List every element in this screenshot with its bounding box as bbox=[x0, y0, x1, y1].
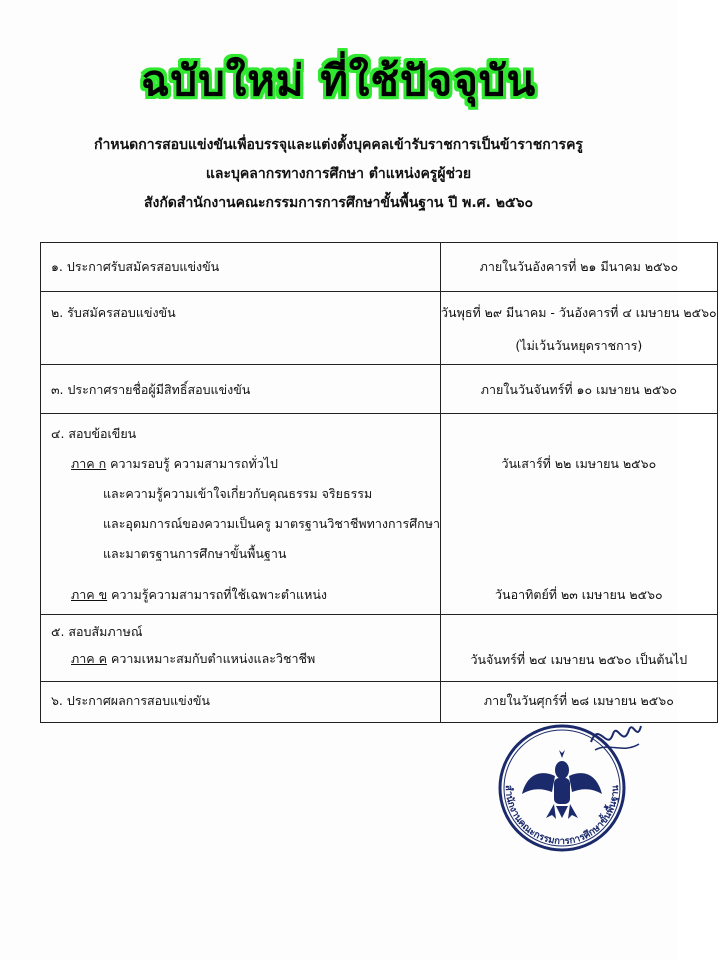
signature-icon bbox=[585, 712, 645, 762]
item-1-date: ภายในวันอังคารที่ ๒๑ มีนาคม ๒๕๖๐ bbox=[479, 259, 679, 274]
item-6-label: ๖. ประกาศผลการสอบแข่งขัน bbox=[51, 693, 210, 708]
item-2-date-note: (ไม่เว้นวันหยุดราชการ) bbox=[515, 338, 643, 353]
part-c-label: ภาค ค bbox=[71, 651, 107, 666]
part-b-label: ภาค ข bbox=[71, 587, 108, 602]
part-c-date: วันจันทร์ที่ ๒๔ เมษายน ๒๕๖๐ เป็นต้นไป bbox=[470, 652, 688, 667]
part-a-line-4: และมาตรฐานการศึกษาขั้นพื้นฐาน bbox=[103, 546, 287, 561]
seal-text: สำนักงานคณะกรรมการการศึกษาขั้นพื้นฐาน bbox=[502, 784, 622, 848]
table-row bbox=[41, 243, 718, 292]
item-3-label: ๓. ประกาศรายชื่อผู้มีสิทธิ์สอบแข่งขัน bbox=[51, 382, 251, 397]
table-row bbox=[41, 365, 718, 414]
item-6-date: ภายในวันศุกร์ที่ ๒๘ เมษายน ๒๕๖๐ bbox=[483, 693, 674, 708]
table-row bbox=[41, 615, 718, 682]
part-a-line-3: และอุดมการณ์ของความเป็นครู มาตรฐานวิชาชีพทางการศึกษา bbox=[103, 516, 441, 531]
item-4-label: ๔. สอบข้อเขียน bbox=[51, 426, 137, 441]
item-5-label: ๕. สอบสัมภาษณ์ bbox=[51, 624, 143, 639]
heading-line-2: และบุคลากรทางการศึกษา ตำแหน่งครูผู้ช่วย bbox=[205, 166, 472, 182]
table-row bbox=[41, 414, 718, 615]
table-row bbox=[41, 292, 718, 365]
part-b-text: ความรู้ความสามารถที่ใช้เฉพาะตำแหน่ง bbox=[111, 587, 327, 602]
schedule-table bbox=[40, 242, 718, 723]
part-b-date: วันอาทิตย์ที่ ๒๓ เมษายน ๒๕๖๐ bbox=[495, 587, 663, 602]
item-2-date: วันพุธที่ ๒๙ มีนาคม - วันอังคารที่ ๔ เมษายน ๒๕๖๐ bbox=[441, 305, 717, 320]
part-a-line-2: และความรู้ความเข้าใจเกี่ยวกับคุณธรรม จริยธรรม bbox=[103, 486, 373, 501]
part-c-text: ความเหมาะสมกับตำแหน่งและวิชาชีพ bbox=[110, 651, 316, 666]
part-a-date: วันเสาร์ที่ ๒๒ เมษายน ๒๕๖๐ bbox=[501, 456, 657, 471]
part-a-text: ความรอบรู้ ความสามารถทั่วไป bbox=[110, 456, 278, 471]
item-2-label: ๒. รับสมัครสอบแข่งขัน bbox=[51, 305, 176, 320]
heading-line-1: กำหนดการสอบแข่งขันเพื่อบรรจุและแต่งตั้งบุคคลเข้ารับราชการเป็นข้าราชการครู bbox=[94, 137, 583, 153]
part-a-label: ภาค ก bbox=[71, 456, 107, 471]
heading-line-3: สังกัดสำนักงานคณะกรรมการการศึกษาขั้นพื้นฐาน ปี พ.ศ. ๒๕๖๐ bbox=[143, 195, 534, 211]
item-3-date: ภายในวันจันทร์ที่ ๑๐ เมษายน ๒๕๖๐ bbox=[480, 382, 677, 397]
banner-title: ฉบับใหม่ ที่ใช้ปัจจุบัน bbox=[140, 56, 537, 105]
item-1-label: ๑. ประกาศรับสมัครสอบแข่งขัน bbox=[51, 259, 220, 274]
